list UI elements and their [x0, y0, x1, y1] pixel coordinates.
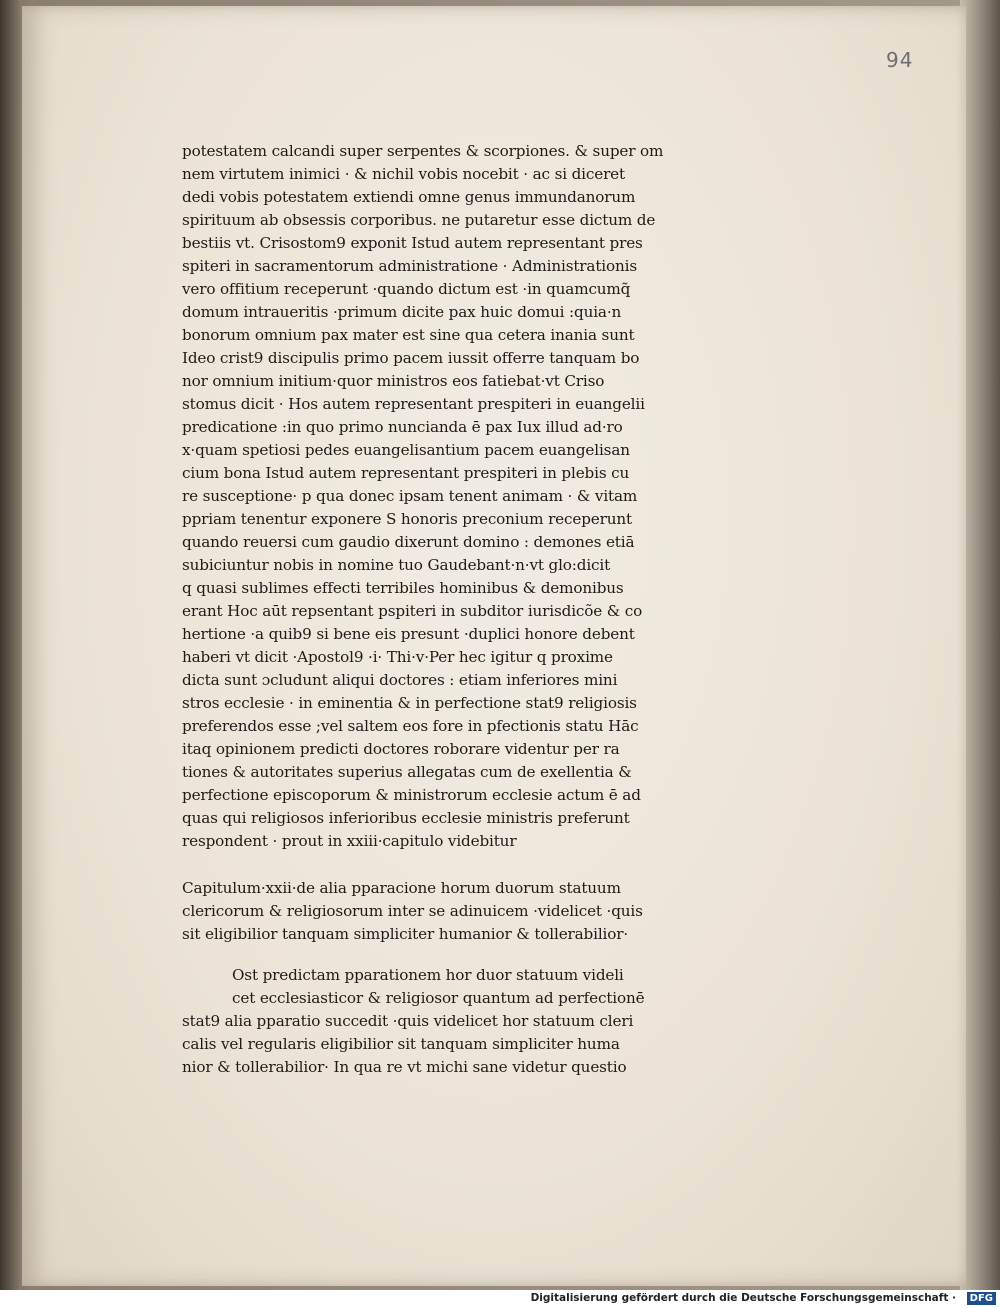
paragraph-line: nior & tollerabilior· In qua re vt michi sane videtur questio — [182, 1058, 627, 1076]
text-line: erant Hoc aūt repsentant pspiteri in subditor iurisdicõe & co — [182, 602, 643, 620]
text-line: re susceptione· p qua donec ipsam tenent animam · & vitam — [182, 487, 638, 505]
text-line: haberi vt dicit ·Apostol9 ·i· Thi·v·Per hec igitur q proxime — [182, 648, 613, 666]
chapter-paragraph — [182, 964, 742, 1079]
text-line: quando reuersi cum gaudio dixerunt domino : demones etiā — [182, 533, 635, 551]
digitization-footer — [0, 1290, 1000, 1308]
text-line: perfectione episcoporum & ministrorum ecclesie actum ē ad — [182, 786, 641, 804]
text-line: potestatem calcandi super serpentes & scorpiones. & super om — [182, 142, 664, 160]
paragraph-line: Ost predictam pparationem hor duor statuum videli — [232, 966, 624, 984]
folio-number: 94 — [886, 48, 914, 72]
text-line: vero offitium receperunt ·quando dictum est ·in quamcumq̃ — [182, 280, 631, 298]
paragraph-line: calis vel regularis eligibilior sit tanquam simpliciter huma — [182, 1035, 620, 1053]
page-stack-edge — [960, 0, 1000, 1290]
text-line: itaq opinionem predicti doctores roborare videntur per ra — [182, 740, 620, 758]
heading-line: clericorum & religiosorum inter se adinuicem ·videlicet ·quis — [182, 902, 643, 920]
text-line: hertione ·a quib9 si bene eis presunt ·duplici honore debent — [182, 625, 635, 643]
body-text — [182, 140, 742, 853]
text-line: Ideo crist9 discipulis primo pacem iussit offerre tanquam bo — [182, 349, 640, 367]
text-line: predicatione :in quo primo nuncianda ē pax Iux illud ad·ro — [182, 418, 623, 436]
text-line: q quasi sublimes effecti terribiles hominibus & demonibus — [182, 579, 624, 597]
text-line: x·quam spetiosi pedes euangelisantium pacem euangelisan — [182, 441, 630, 459]
funding-credit: Digitalisierung gefördert durch die Deutsche Forschungsgemeinschaft · — [530, 1292, 956, 1304]
text-line: ppriam tenentur exponere S honoris preconium receperunt — [182, 510, 632, 528]
text-line: dicta sunt ɔcludunt aliqui doctores : etiam inferiores mini — [182, 671, 618, 689]
text-line: dedi vobis potestatem extiendi omne genus immundanorum — [182, 188, 636, 206]
text-line: quas qui religiosos inferioribus ecclesie ministris preferunt — [182, 809, 630, 827]
spacer — [182, 853, 742, 877]
paragraph-line: stat9 alia pparatio succedit ·quis videlicet hor statuum cleri — [182, 1012, 634, 1030]
text-line: nor omnium initium·quor ministros eos fatiebat·vt Criso — [182, 372, 605, 390]
text-line: cium bona Istud autem representant prespiteri in plebis cu — [182, 464, 630, 482]
text-line: bonorum omnium pax mater est sine qua cetera inania sunt — [182, 326, 635, 344]
text-line: preferendos esse ;vel saltem eos fore in pfectionis statu Hāc — [182, 717, 639, 735]
text-line: domum intraueritis ·primum dicite pax huic domui :quia·n — [182, 303, 622, 321]
text-line: stros ecclesie · in eminentia & in perfectione stat9 religiosis — [182, 694, 637, 712]
paragraph-line: cet ecclesiasticor & religiosor quantum ad perfectionē — [232, 989, 645, 1007]
text-line: stomus dicit · Hos autem representant prespiteri in euangelii — [182, 395, 645, 413]
heading-line: sit eligibilior tanquam simpliciter humanior & tollerabilior· — [182, 925, 629, 943]
heading-line: Capitulum·xxii·de alia pparacione horum duorum statuum — [182, 879, 621, 897]
binding-edge — [0, 0, 22, 1290]
text-line: nem virtutem inimici · & nichil vobis nocebit · ac si diceret — [182, 165, 625, 183]
text-line: subiciuntur nobis in nomine tuo Gaudebant·n·vt glo:dicit — [182, 556, 611, 574]
text-line: spiteri in sacramentorum administratione · Administrationis — [182, 257, 637, 275]
text-block — [182, 140, 742, 1079]
text-line: spirituum ab obsessis corporibus. ne putaretur esse dictum de — [182, 211, 656, 229]
chapter-heading — [182, 877, 742, 946]
text-line: respondent · prout in xxiii·capitulo videbitur — [182, 832, 517, 850]
text-line: bestiis vt. Crisostom9 exponit Istud autem representant pres — [182, 234, 643, 252]
text-line: tiones & autoritates superius allegatas cum de exellentia & — [182, 763, 632, 781]
spacer — [182, 946, 742, 964]
dfg-logo: DFG — [967, 1292, 996, 1305]
